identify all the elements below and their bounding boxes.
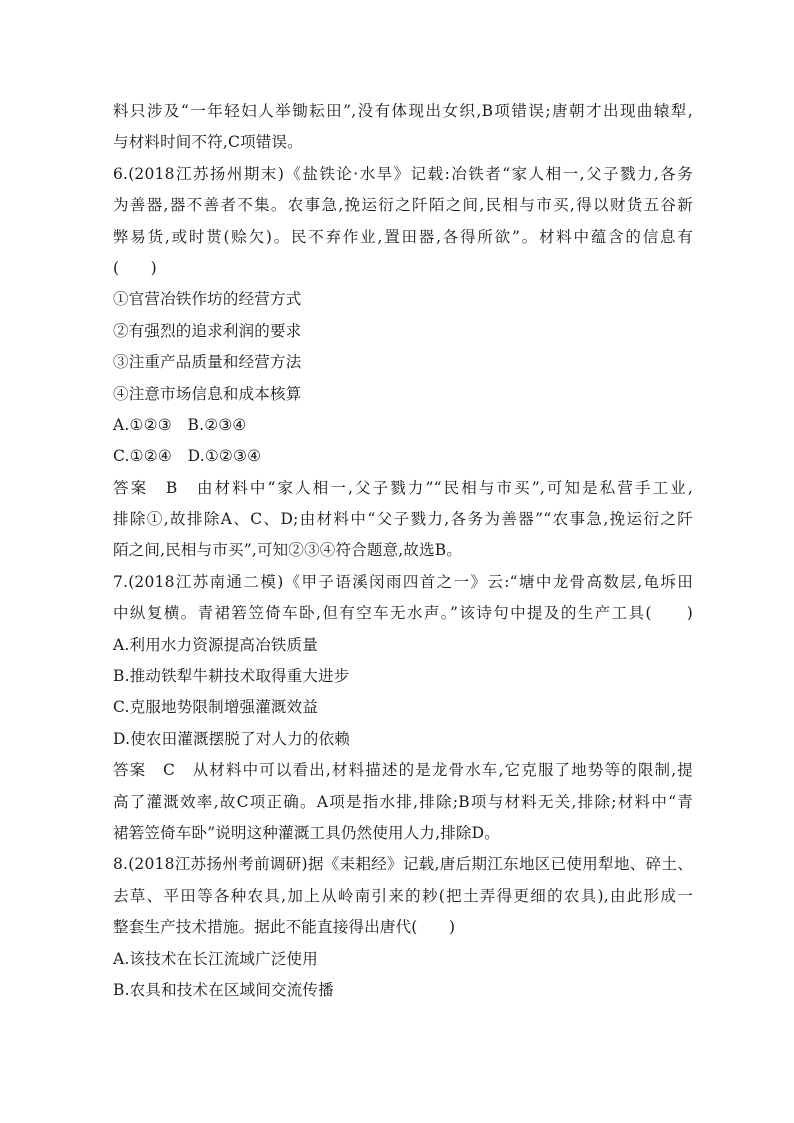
text-line: 料只涉及“一年轻妇人举锄耘田”,没有体现出女织,B项错误;唐朝才出现曲辕犁,	[113, 102, 693, 120]
answer-blank: ( )	[113, 258, 157, 277]
answer-7: 裙箬笠倚车卧”说明这种灌溉工具仍然使用人力,排除D。	[113, 823, 500, 842]
statement-2: ②有强烈的追求利润的要求	[113, 321, 302, 340]
option-row-ab: A.①②③ B.②③④	[113, 415, 247, 434]
question-7-stem: 7.(2018江苏南通二模)《甲子语溪闵雨四首之一》云:“塘中龙骨高数层,龟坼田	[113, 572, 693, 591]
question-6-stem: 弊易货,或时贳(赊欠)。民不弃作业,置田器,各得所欲”。材料中蕴含的信息有	[113, 227, 693, 246]
option-d: D.使农田灌溉摆脱了对人力的依赖	[113, 729, 351, 748]
question-6-stem: 6.(2018江苏扬州期末)《盐铁论·水旱》记载:冶铁者“家人相一,父子戮力,各务	[113, 164, 693, 183]
text-line: 与材料时间不符,C项错误。	[113, 133, 303, 152]
answer-6: 答案 B 由材料中“家人相一,父子戮力”“民相与市买”,可知是私营手工业,	[113, 478, 693, 497]
statement-4: ④注意市场信息和成本核算	[113, 384, 302, 403]
option-a: A.该技术在长江流域广泛使用	[113, 949, 318, 968]
option-b: B.推动铁犁牛耕技术取得重大进步	[113, 667, 350, 686]
question-8-stem: 去草、平田等各种农具,加上从岭南引来的耖(把土弄得更细的农具),由此形成一	[113, 886, 693, 905]
question-8-stem: 8.(2018江苏扬州考前调研)据《耒耜经》记载,唐后期江东地区已使用犁地、碎土、	[113, 855, 693, 874]
document-page	[113, 96, 693, 1006]
answer-6: 陌之间,民相与市买”,可知②③④符合题意,故选B。	[113, 541, 463, 560]
question-8-stem: 整套生产技术措施。据此不能直接得出唐代( )	[113, 918, 456, 937]
statement-3: ③注重产品质量和经营方法	[113, 353, 302, 372]
option-c: C.克服地势限制增强灌溉效益	[113, 698, 319, 717]
option-b: B.农具和技术在区域间交流传播	[113, 980, 334, 999]
option-a: A.利用水力资源提高冶铁质量	[113, 635, 318, 654]
question-7-stem: 中纵复横。青裙箬笠倚车卧,但有空车无水声。”该诗句中提及的生产工具( )	[113, 604, 693, 623]
option-row-cd: C.①②④ D.①②③④	[113, 447, 262, 466]
answer-7: 答案 C 从材料中可以看出,材料描述的是龙骨水车,它克服了地势等的限制,提	[113, 761, 693, 780]
question-6-stem: 为善器,器不善者不集。农事急,挽运衍之阡陌之间,民相与市买,得以财货五谷新	[113, 196, 693, 215]
answer-6: 排除①,故排除A、C、D;由材料中“父子戮力,各务为善器”“农事急,挽运衍之阡	[113, 510, 693, 529]
statement-1: ①官营冶铁作坊的经营方式	[113, 290, 302, 309]
answer-7: 高了灌溉效率,故C项正确。A项是指水排,排除;B项与材料无关,排除;材料中“青	[113, 792, 693, 811]
